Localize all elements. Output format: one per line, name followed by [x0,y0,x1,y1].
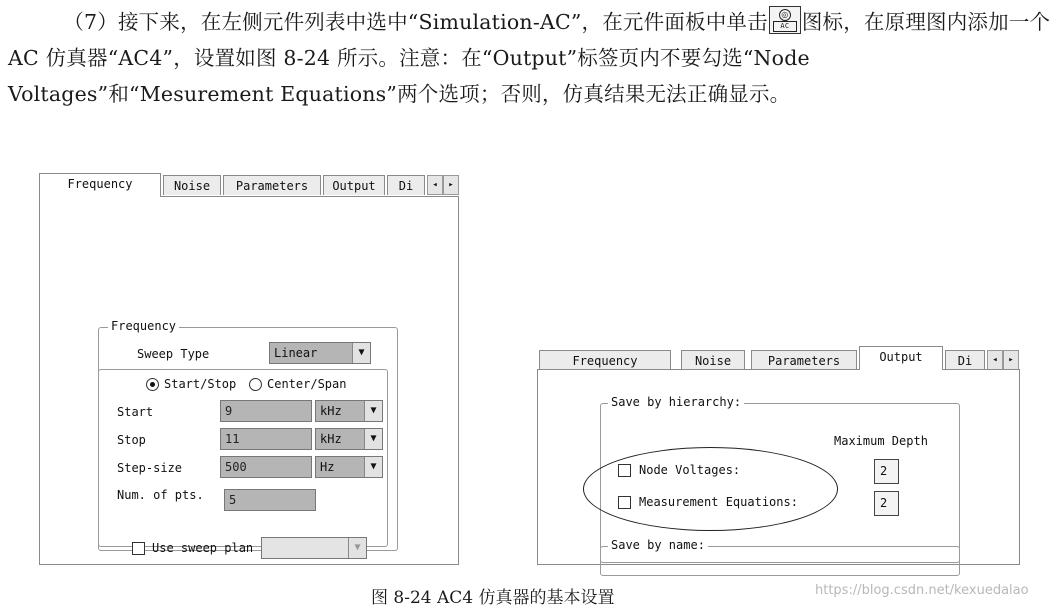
use-sweep-plan-label: Use sweep plan [152,541,254,555]
chevron-down-icon: ▼ [364,457,382,477]
tab-frequency[interactable]: Frequency [39,173,161,197]
tab-parameters[interactable]: Parameters [223,175,321,195]
num-pts-field[interactable]: 5 [224,489,316,511]
tab-frequency[interactable]: Frequency [539,350,671,370]
stop-value-field[interactable]: 11 [220,428,312,450]
start-label: Start [117,405,154,419]
center-span-label: Center/Span [267,377,347,391]
step-size-label: Step-size [117,461,183,475]
save-by-name-title: Save by name: [608,538,708,552]
tab-parameters[interactable]: Parameters [751,350,857,370]
paragraph-text-part1: （7）接下来，在左侧元件列表中选中“Simulation-AC”，在元件面板中单击 [63,10,768,34]
figure-caption: 图 8-24 AC4 仿真器的基本设置 [371,588,615,608]
chevron-down-icon: ▼ [364,429,382,449]
tab-scroll-right-button[interactable]: ▸ [443,175,459,195]
simulation-ac-icon: ◎ AC [769,6,801,34]
tab-scroll-left-button[interactable]: ◂ [427,175,443,195]
output-tab-panel [537,369,1020,565]
tab-output[interactable]: Output [323,175,385,195]
frequency-tab-panel [39,196,459,565]
maximum-depth-label: Maximum Depth [834,434,928,448]
sweep-plan-select [261,537,367,559]
node-voltages-depth-field[interactable]: 2 [874,459,899,484]
tab-noise[interactable]: Noise [163,175,221,195]
tab-di[interactable]: Di [945,350,985,370]
tab-noise[interactable]: Noise [681,350,745,370]
save-by-hierarchy-title: Save by hierarchy: [608,395,744,409]
tab-scroll-left-button[interactable]: ◂ [987,350,1003,370]
sweep-type-select[interactable]: Linear ▼ [269,342,371,364]
tab-di[interactable]: Di [387,175,425,195]
chevron-down-icon: ▼ [352,343,370,363]
stop-unit-select[interactable]: kHz ▼ [315,428,383,450]
frequency-settings-dialog [39,173,463,565]
instruction-paragraph [8,4,1056,112]
use-sweep-plan-checkbox[interactable] [132,542,145,555]
start-stop-radio[interactable] [146,378,159,391]
tab-scroll-right-button[interactable]: ▸ [1003,350,1019,370]
start-unit-select[interactable]: kHz ▼ [315,400,383,422]
measurement-equations-label: Measurement Equations: [639,495,798,509]
tab-output[interactable]: Output [859,346,943,370]
output-settings-dialog [537,346,1020,565]
measurement-depth-field[interactable]: 2 [874,491,899,516]
chevron-down-icon: ▼ [348,538,366,558]
watermark: https://blog.csdn.net/kexuedalao [815,583,1029,598]
tab-row [39,173,463,197]
highlight-ellipse [583,447,838,531]
chevron-down-icon: ▼ [364,401,382,421]
node-voltages-label: Node Voltages: [639,463,741,477]
step-size-unit-select[interactable]: Hz ▼ [315,456,383,478]
sweep-type-label: Sweep Type [137,347,210,361]
start-value-field[interactable]: 9 [220,400,312,422]
paragraph-text-part2: 图标，在原理图内添加一个 AC 仿真器“AC4”，设置如图 8-24 所示。注意：在“Output”标签页内不要勾选“Node Voltages”和“Mesurement Equations”两个选项；否则，仿真结果无法正确显示。 [8,10,1051,106]
frequency-group-title: Frequency [108,319,179,333]
tab-row [537,346,1020,370]
start-stop-label: Start/Stop [164,377,237,391]
stop-label: Stop [117,433,146,447]
step-size-value-field[interactable]: 500 [220,456,312,478]
center-span-radio[interactable] [249,378,262,391]
num-pts-label: Num. of pts. [117,488,204,502]
